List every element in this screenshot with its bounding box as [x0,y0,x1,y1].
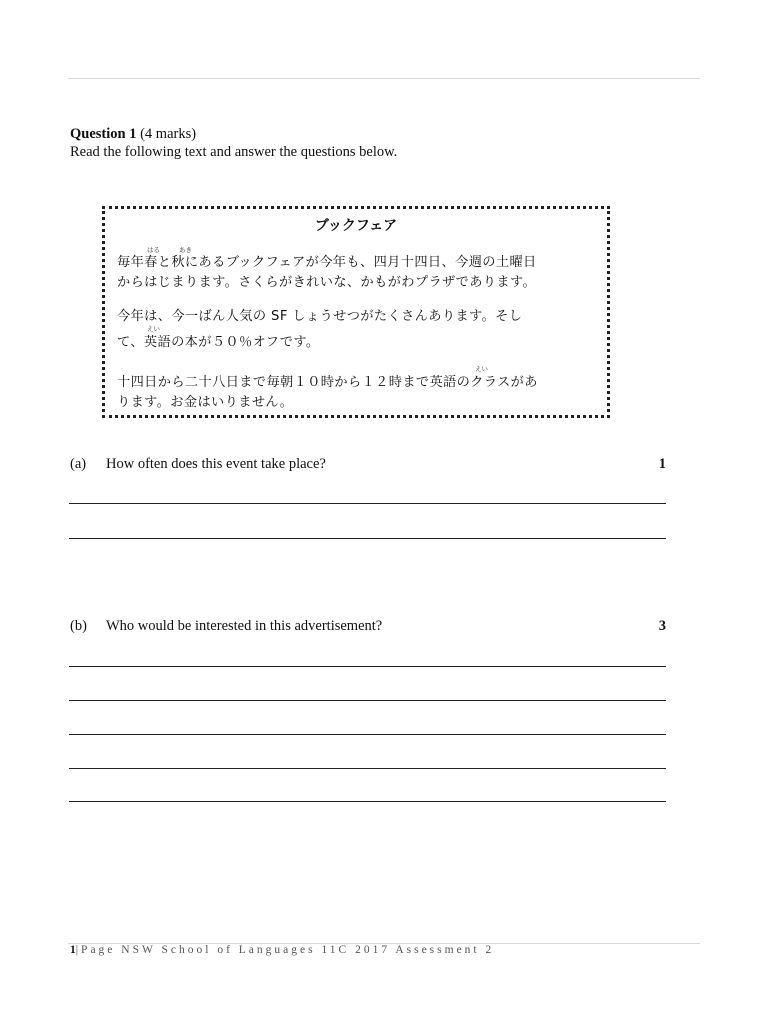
answer-line[interactable] [69,538,666,539]
sub-question-label: (a) [70,456,87,472]
question-instruction: Read the following text and answer the questions below. [70,144,398,160]
page-footer [70,944,494,956]
sub-question-label: (b) [70,618,87,634]
furigana-ei-1: えい [147,325,160,333]
furigana-ei-2: えい [475,365,488,373]
passage-title: ブックフェア [314,218,398,234]
sub-question-marks: 3 [658,618,666,634]
sub-question-text: How often does this event take place? [106,456,326,472]
answer-line[interactable] [69,503,666,504]
furigana-haru: はる [147,246,160,254]
footer-text: |Page NSW School of Languages 11C 2017 Assessment 2 [75,944,495,956]
sub-question-text: Who would be interested in this advertisement? [106,618,383,634]
answer-line[interactable] [69,768,666,769]
answer-line[interactable] [69,666,666,667]
sub-question-marks: 1 [658,456,666,472]
answer-line[interactable] [69,734,666,735]
answer-line[interactable] [69,801,666,802]
passage-para3-line1: 十四日から二十八日まで毎朝１０時から１２時まで英語のクラスがあ [117,375,538,390]
furigana-aki: あき [179,246,192,254]
passage-para1-line1: 毎年春と秋にあるブックフェアが今年も、四月十四日、今週の土曜日 [117,255,537,270]
passage-box [102,206,610,418]
passage-para3-line2: ります。お金はいりません。 [117,395,294,410]
question-marks: (4 marks) [140,126,197,142]
question-title: Question 1 [70,126,137,142]
page-number: 1 [70,944,76,956]
passage-para1-line2: からはじまります。さくらがきれいな、かもがわプラザであります。 [117,275,537,290]
passage-para2-line2: て、英語の本が５０％オフです。 [117,335,320,350]
question-heading [70,126,196,143]
answer-line[interactable] [69,700,666,701]
header-rule [68,78,700,79]
passage-para2-line1: 今年は、今一ばん人気の SF しょうせつがたくさんあります。そし [117,309,523,324]
